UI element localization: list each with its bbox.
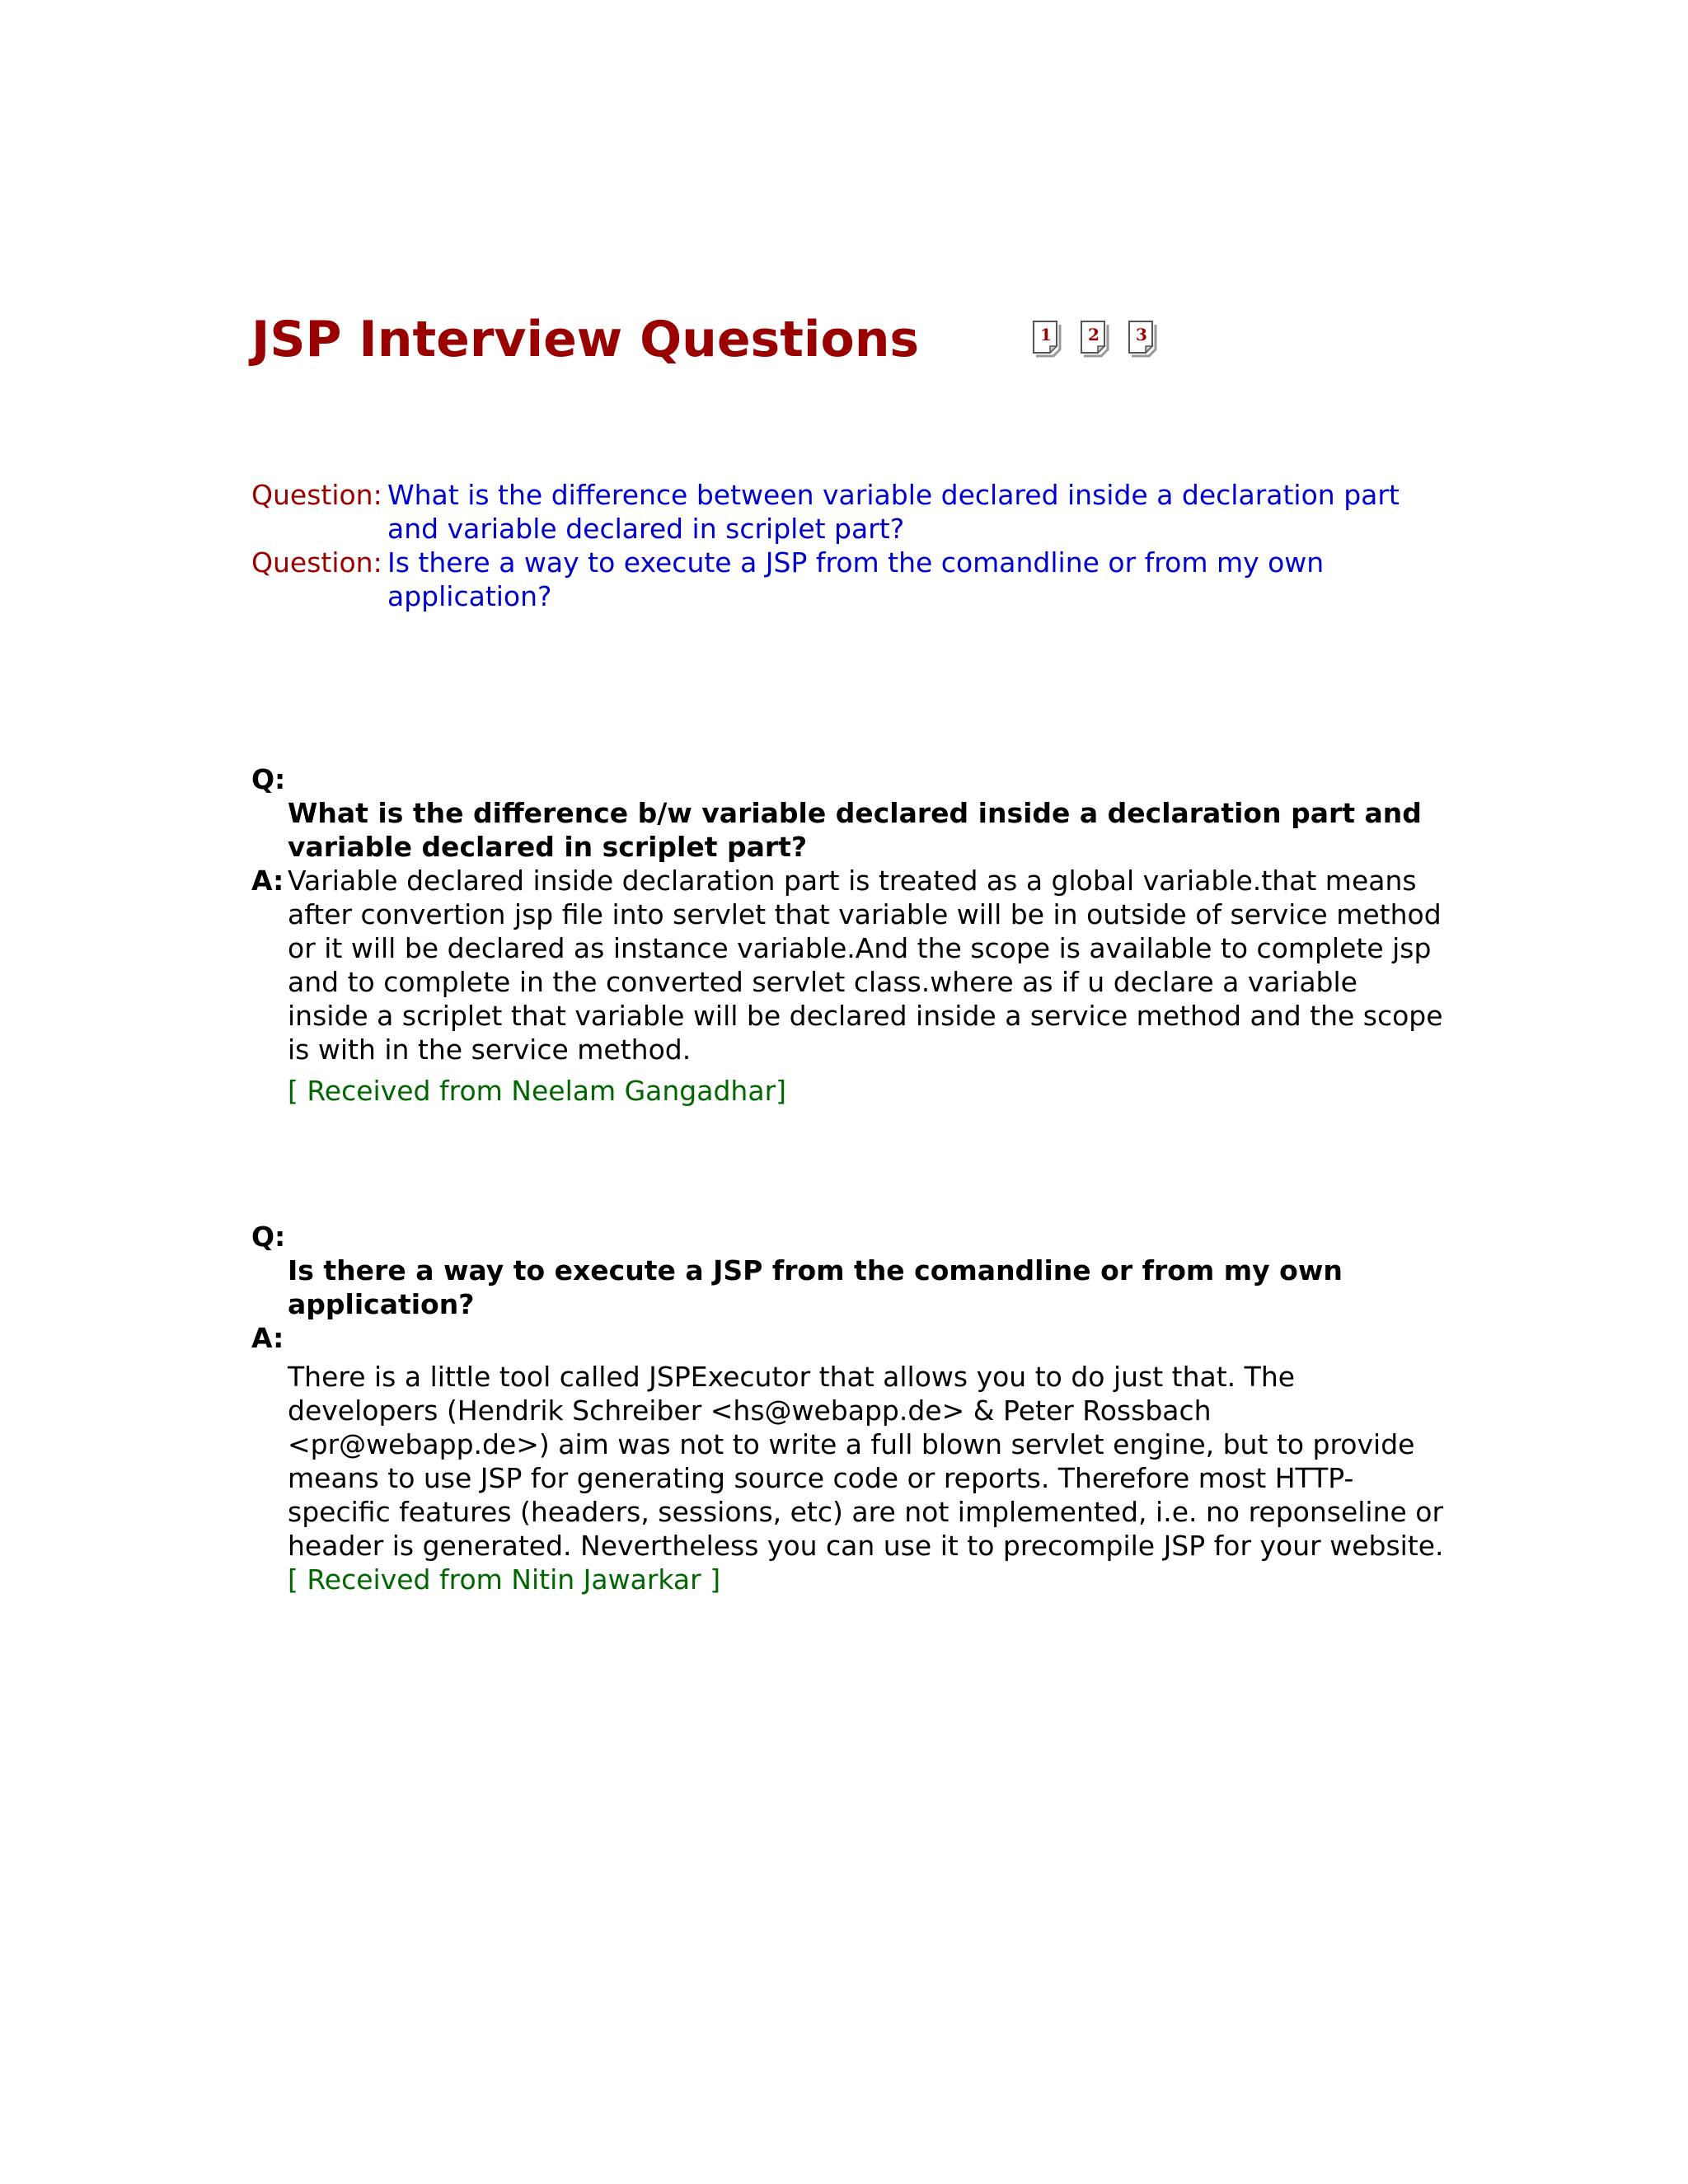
page-navigation (1032, 320, 1160, 358)
question-text: What is the difference b/w variable declared inside a declaration part and variable declared in scriplet part? (288, 797, 1422, 863)
question-index-item (251, 546, 1447, 613)
page-3-label: 3 (1136, 325, 1147, 344)
answer-text: There is a little tool called JSPExecutor that allows you to do just that. The developers (Hendrik Schreiber <hs@webapp.de> & Peter Rossbach <pr@webapp.de>) aim was not to write a full blown servlet engine, but to provide means to use JSP for generating source code or reports. Therefore most HTTP-specific features (headers, sessions, etc) are not implemented, i.e. no reponseline or header is generated. Nevertheless you can use it to precompile JSP for your website. (288, 1361, 1444, 1562)
a-label: A: (251, 1322, 284, 1354)
question-index-item (251, 478, 1447, 546)
credit-text: [ Received from Nitin Jawarkar ] (288, 1563, 721, 1596)
credit-text: [ Received from Neelam Gangadhar] (288, 1075, 787, 1107)
page-1-icon[interactable] (1032, 320, 1065, 358)
qa-item-2 (251, 1220, 1447, 1596)
question-label: Question: (251, 546, 382, 579)
a-label: A: (251, 865, 284, 897)
question-link-1[interactable]: What is the difference between variable declared inside a declaration part and variable declared in scriplet part? (387, 479, 1400, 545)
page-3-icon[interactable] (1128, 320, 1160, 358)
question-link-2[interactable]: Is there a way to execute a JSP from the comandline or from my own application? (387, 546, 1325, 612)
page-title: JSP Interview Questions (251, 311, 920, 368)
page-2-label: 2 (1088, 325, 1100, 344)
qa-item-1 (251, 762, 1447, 1108)
question-label: Question: (251, 479, 382, 511)
answer-text: Variable declared inside declaration part is treated as a global variable.that means after convertion jsp file into servlet that variable will be in outside of service method or it will be declared as instance variable.And the scope is available to complete jsp and to complete in the converted servlet class.where as if u declare a variable inside a scriplet that variable will be declared inside a service method and the scope is with in the service method. (288, 865, 1443, 1066)
page-2-icon[interactable] (1080, 320, 1113, 358)
q-label: Q: (251, 763, 286, 795)
question-index (251, 478, 1447, 613)
q-label: Q: (251, 1221, 286, 1253)
answer-row (251, 864, 1447, 1066)
question-text: Is there a way to execute a JSP from the comandline or from my own application? (288, 1254, 1343, 1320)
page-1-label: 1 (1040, 325, 1052, 344)
